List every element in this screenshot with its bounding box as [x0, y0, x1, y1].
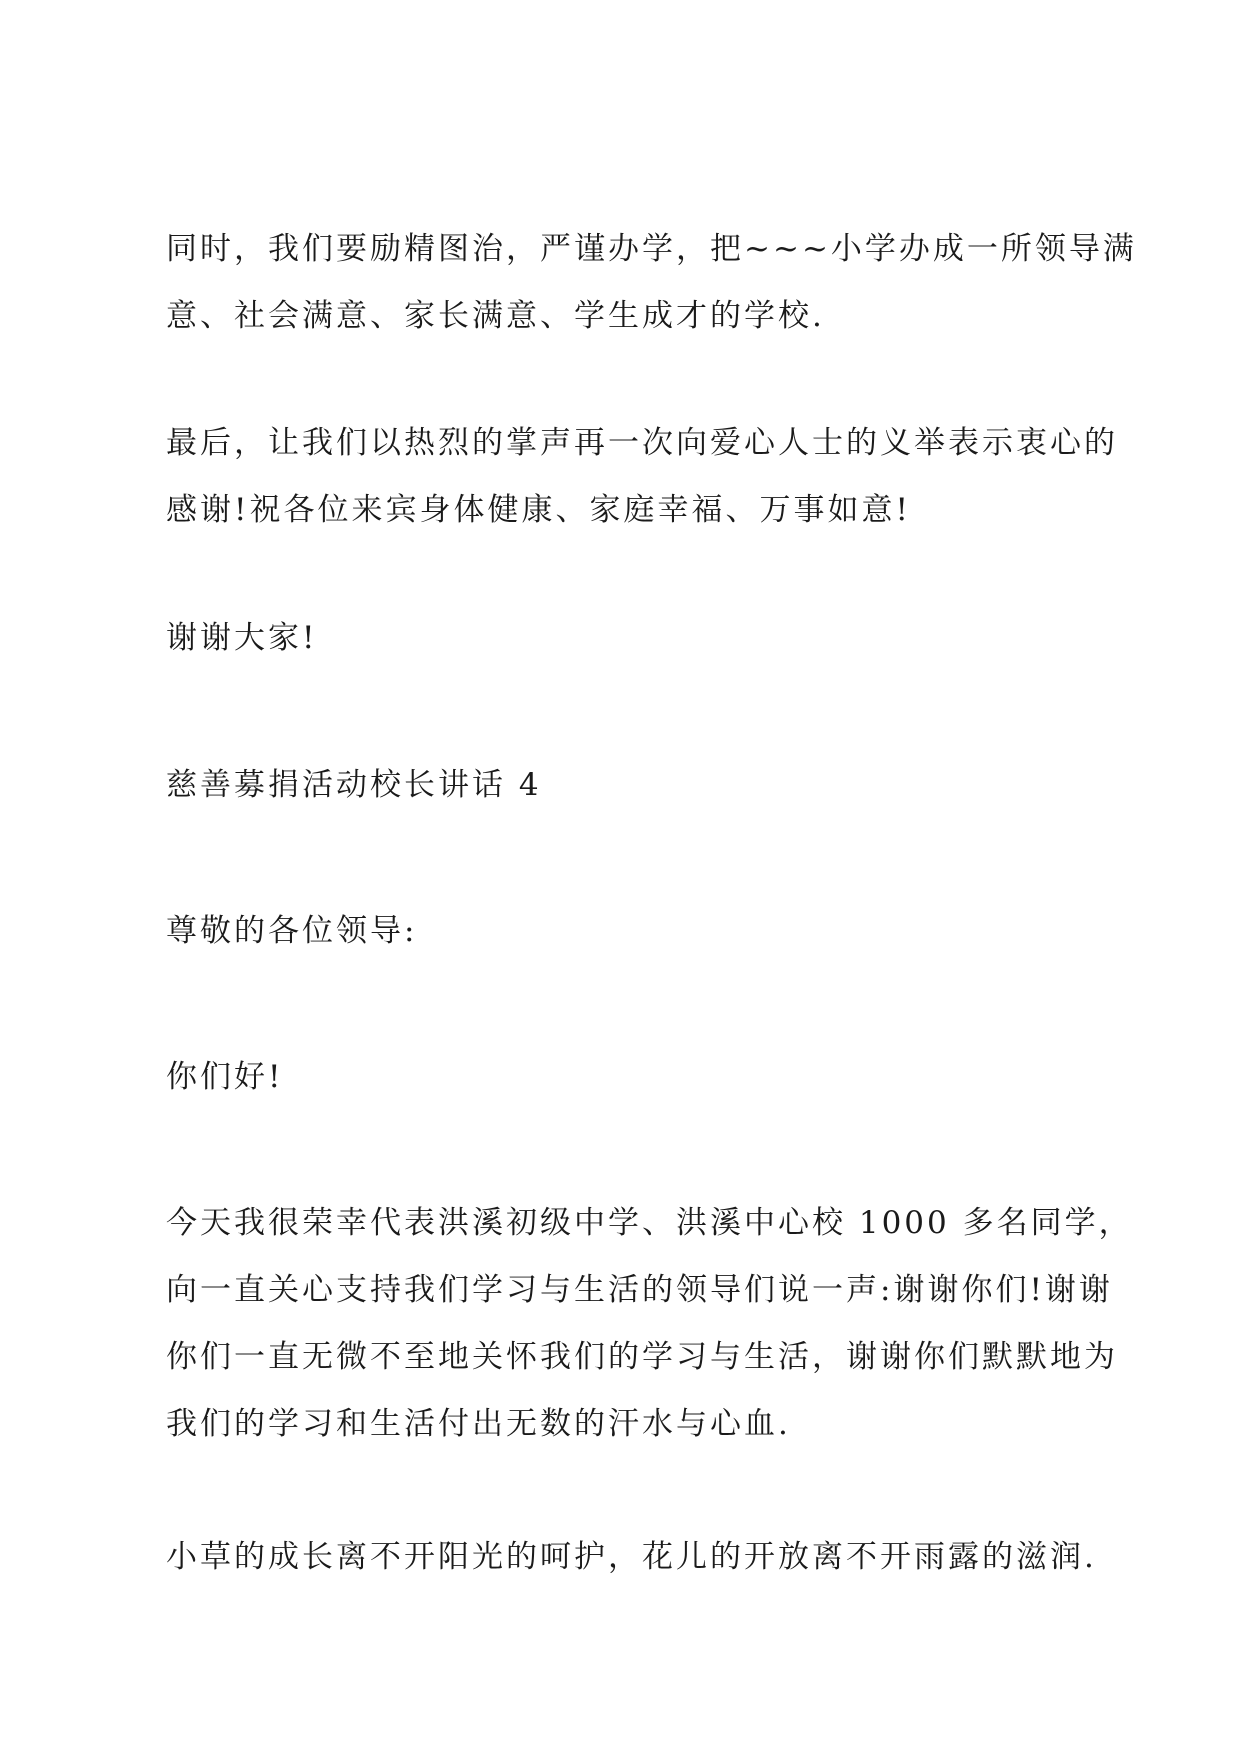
text-line: 小草的成长离不开阳光的呵护，花儿的开放离不开雨露的滋润.: [166, 1539, 1097, 1575]
text-line: 尊敬的各位领导:: [166, 913, 418, 949]
text-line: 你们好!: [166, 1059, 284, 1095]
paragraph-representation: [166, 1190, 1133, 1458]
paragraph-growth: [166, 1524, 1096, 1591]
paragraph-thank-everyone: [166, 605, 1096, 672]
section-heading: [166, 752, 1096, 819]
text-line: 意、社会满意、家长满意、学生成才的学校.: [166, 298, 825, 334]
salutation: [166, 898, 1096, 965]
heading-text: 慈善募捐活动校长讲话 4: [166, 767, 542, 803]
text-line: 我们的学习和生活付出无数的汗水与心血.: [166, 1406, 791, 1442]
text-line: 今天我很荣幸代表洪溪初级中学、洪溪中心校 1000 多名同学，: [166, 1205, 1133, 1241]
text-line: 同时，我们要励精图治，严谨办学，把~~~小学办成一所领导满: [166, 231, 1137, 267]
paragraph-school-goal: [166, 216, 1137, 350]
text-line: 感谢!祝各位来宾身体健康、家庭幸福、万事如意!: [166, 492, 911, 528]
paragraph-thanks: [166, 410, 1118, 544]
text-line: 向一直关心支持我们学习与生活的领导们说一声:谢谢你们!谢谢: [166, 1272, 1113, 1308]
text-line: 谢谢大家!: [166, 620, 318, 656]
greeting: [166, 1044, 1096, 1111]
text-line: 你们一直无微不至地关怀我们的学习与生活，谢谢你们默默地为: [166, 1339, 1118, 1375]
text-line: 最后，让我们以热烈的掌声再一次向爱心人士的义举表示衷心的: [166, 425, 1118, 461]
